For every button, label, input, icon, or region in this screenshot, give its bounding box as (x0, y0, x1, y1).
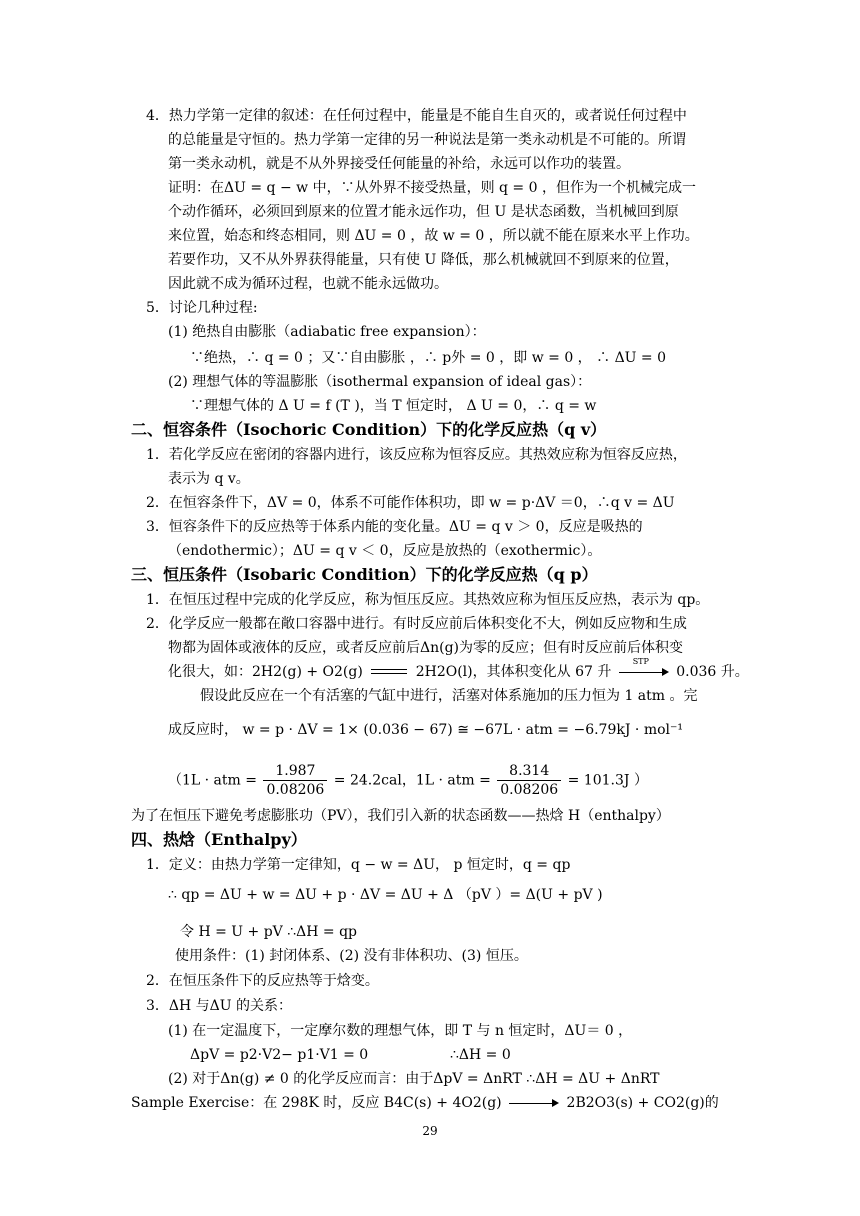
text-line: 令 H = U + pV ∴ΔH = qp (180, 924, 358, 940)
sample-exercise-line: Sample Exercise：在 298K 时，反应 B4C(s) + 4O2(g) 2B2O3(s) + CO2(g)的 (131, 1095, 719, 1111)
text-line: 2．化学反应一般都在敞口容器中进行。有时反应前后体积变化不大，例如反应物和生成 (146, 616, 687, 632)
text-line: 证明：在ΔU = q − w 中，∵从外界不接受热量，则 q = 0 ，但作为一个机械完成一 (168, 180, 696, 196)
text-line: ∴ΔH = 0 (450, 1047, 511, 1063)
section-heading: 二、恒容条件（Isochoric Condition）下的化学反应热（q v） (131, 420, 607, 439)
volume-result: 0.036 升。 (676, 664, 749, 680)
text-line: 5．讨论几种过程: (146, 300, 258, 316)
text-line: ∵绝热，∴ q = 0 ；又∵自由膨胀 ，∴ p外 = 0 ，即 w = 0 ， ∴ ΔU = 0 (190, 350, 667, 366)
fraction: $\frac{8.314}{0.08206}$ (497, 762, 561, 799)
text-line: 假设此反应在一个有活塞的气缸中进行，活塞对体系施加的压力恒为 1 atm 。完 (200, 688, 698, 704)
text-line: 个动作循环，必须回到原来的位置才能永远作功，但 U 是状态函数，当机械回到原 (168, 204, 679, 220)
text-line: 3．恒容条件下的反应热等于体系内能的变化量。ΔU = q v ＞ 0，反应是吸热的 (146, 519, 643, 535)
text-line: (2) 理想气体的等温膨胀（isothermal expansion of ideal gas）： (168, 374, 592, 390)
text-line: 3．ΔH 与ΔU 的关系： (146, 998, 293, 1014)
text-line: （endothermic）；ΔU = q v ＜ 0，反应是放热的（exothermic）。 (168, 543, 602, 559)
text-line: 若要作功，又不从外界获得能量，只有使 U 降低，那么机械就回不到原来的位置， (168, 252, 679, 268)
page-number: 29 (422, 1124, 438, 1138)
text-line: 1．在恒压过程中完成的化学反应，称为恒压反应。其热效应称为恒压反应热，表示为 qp。 (146, 592, 710, 608)
reaction-reactants: 化很大，如：2H2(g) + O2(g) (168, 664, 363, 680)
reaction-line (168, 657, 749, 682)
text-line: 使用条件：(1) 封闭体系、(2) 没有非体积功、(3) 恒压。 (175, 948, 528, 964)
text-line: 2．在恒容条件下，ΔV = 0，体系不可能作体积功，即 w = p·ΔV ＝0，∴q v = ΔU (146, 495, 675, 511)
conversion-line: （1L · atm = $\frac{1.987}{0.08206}$ = 24.2cal，1L · atm = $\frac{8.314}{0.08206}$ = 101.3J ） (168, 763, 648, 798)
text-line: (2) 对于Δn(g) ≠ 0 的化学反应而言：由于ΔpV = ΔnRT ∴ΔH = ΔU + ΔnRT (168, 1071, 660, 1087)
text-line: ΔpV = p2·V2− p1·V1 = 0 (190, 1047, 369, 1063)
text-line: 来位置，始态和终态相同，则 ΔU = 0 ，故 w = 0 ，所以就不能在原来水平上作功。 (168, 228, 699, 244)
equilibrium-sign (371, 668, 407, 676)
section-heading: 四、热焓（Enthalpy） (131, 830, 307, 849)
text-line: 物都为固体或液体的反应，或者反应前后Δn(g)为零的反应；但有时反应前后体积变 (168, 640, 684, 656)
work-equation: 成反应时， w = p · ΔV = 1× (0.036 − 67) ≅ −67L · atm = −6.79kJ · mol⁻¹ (168, 722, 683, 738)
text-line: (1) 绝热自由膨胀（adiabatic free expansion）： (168, 324, 486, 340)
text-line: 第一类永动机，就是不从外界接受任何能量的补给，永远可以作功的装置。 (168, 156, 630, 172)
text-line: 2．在恒压条件下的反应热等于焓变。 (146, 973, 379, 989)
text-line: 的总能量是守恒的。热力学第一定律的另一种说法是第一类永动机是不可能的。所谓 (168, 132, 686, 148)
text-line: 4．热力学第一定律的叙述：在任何过程中，能量是不能自生自灭的，或者说任何过程中 (146, 108, 687, 124)
reaction-products: 2H2O(l)，其体积变化从 67 升 (415, 664, 612, 680)
enthalpy-equation: ∴ qp = ΔU + w = ΔU + p · ΔV = ΔU + Δ （pV ）= Δ(U + pV ) (168, 887, 603, 903)
text-line: (1) 在一定温度下，一定摩尔数的理想气体，即 T 与 n 恒定时，ΔU＝ 0 ， (168, 1023, 633, 1039)
text-line: 为了在恒压下避免考虑膨胀功（PV），我们引入新的状态函数——热焓 H（enthalpy） (131, 808, 670, 824)
fraction: $\frac{1.987}{0.08206}$ (263, 762, 327, 799)
reaction-arrow-icon (509, 1096, 559, 1110)
stp-arrow-icon: STP (619, 665, 669, 679)
text-line: ∵理想气体的 Δ U = f (T )，当 T 恒定时， Δ U = 0，∴ q = w (190, 398, 597, 414)
text-line: 因此就不成为循环过程，也就不能永远做功。 (168, 276, 448, 292)
section-heading: 三、恒压条件（Isobaric Condition）下的化学反应热（q p） (131, 565, 598, 584)
text-line: 表示为 q v。 (168, 471, 250, 487)
text-line: 1．定义：由热力学第一定律知，q − w = ΔU， p 恒定时，q = qp (146, 857, 571, 873)
text-line: 1．若化学反应在密闭的容器内进行，该反应称为恒容反应。其热效应称为恒容反应热， (146, 447, 687, 463)
